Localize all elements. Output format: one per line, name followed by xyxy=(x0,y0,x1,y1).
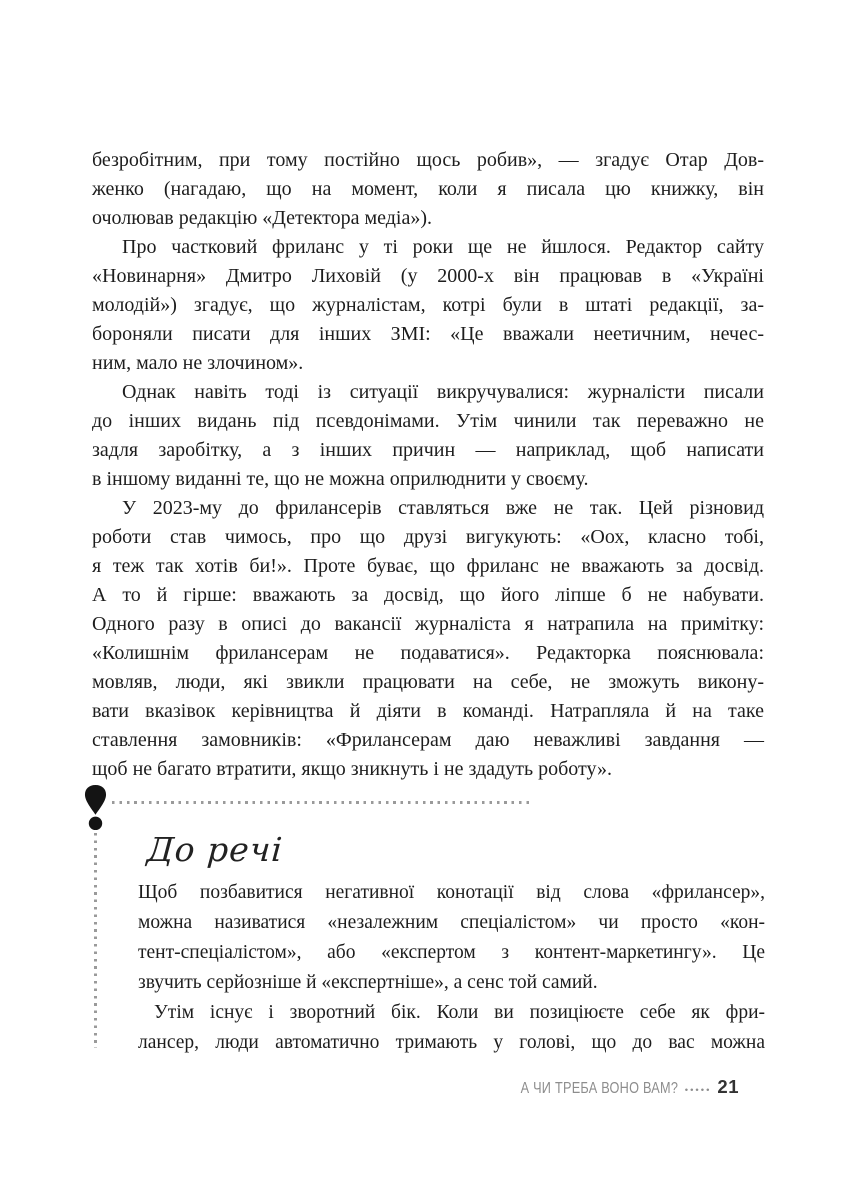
body-text-line: «Новинарня» Дмитро Лиховій (у 2000-х він працював в «Україні xyxy=(92,265,764,287)
body-text-line: женко (нагадаю, що на момент, коли я писала цю книжку, він xyxy=(92,178,764,200)
aside-heading: До речі xyxy=(145,830,285,869)
body-text-line: очолював редакцію «Детектора медіа»). xyxy=(92,207,433,229)
body-text-line: мовляв, люди, які звикли працювати на себе, не зможуть викону- xyxy=(92,671,764,693)
body-text-line: «Колишнім фрилансерам не подаватися». Редакторка пояснювала: xyxy=(92,642,764,664)
footer-section-title: А ЧИ ТРЕБА ВОНО ВАМ? xyxy=(520,1080,678,1097)
body-text-line: бороняли писати для інших ЗМІ: «Це вважали неетичним, нечес- xyxy=(92,323,764,345)
body-text-line: Одного разу в описі до вакансії журналіста я натрапила на примітку: xyxy=(92,613,764,635)
body-text-line: безробітним, при тому постійно щось робив», — згадує Отар Дов- xyxy=(92,149,764,171)
body-text-line: Однак навіть тоді із ситуації викручувалися: журналісти писали xyxy=(122,381,764,403)
dotted-rule-vertical xyxy=(94,833,97,1048)
page-footer xyxy=(486,1076,739,1098)
aside-text xyxy=(138,878,765,1058)
footer-page-number: 21 xyxy=(717,1076,739,1097)
aside-text-line: звучить серйозніше й «експертніше», а сенс той самий. xyxy=(138,972,598,993)
body-text-line: вати вказівок керівництва й діяти в команді. Натрапляла й на таке xyxy=(92,700,764,722)
aside-text-line: Щоб позбавитися негативної конотації від слова «фрилансер», xyxy=(138,882,765,903)
body-text-line: молодій») згадує, що журналістам, котрі були в штаті редакції, за- xyxy=(92,294,764,316)
body-text-line: в іншому виданні те, що не можна оприлюднити у своєму. xyxy=(92,468,589,490)
body-text-line: до інших видань під псевдонімами. Утім чинили так переважно не xyxy=(92,410,764,432)
body-text-line: роботи став чимось, про що друзі вигукують: «Оох, класно тобі, xyxy=(92,526,764,548)
body-text-line: задля заробітку, а з інших причин — наприклад, щоб написати xyxy=(92,439,764,461)
body-text xyxy=(92,146,764,784)
body-text-line: ним, мало не злочином». xyxy=(92,352,304,374)
body-text-line: Про частковий фриланс у ті роки ще не йшлося. Редактор сайту xyxy=(122,236,764,258)
body-text-line: У 2023-му до фрилансерів ставляться вже не так. Цей різновид xyxy=(122,497,764,519)
aside-text-line: можна називатися «незалежним спеціалістом» чи просто «кон- xyxy=(138,912,765,933)
dotted-rule-horizontal xyxy=(112,801,534,804)
footer-dots-separator: ••••• xyxy=(684,1085,712,1096)
body-text-line: ставлення замовників: «Фрилансерам даю неважливі завдання — xyxy=(92,729,764,751)
body-text-line: щоб не багато втратити, якщо зникнуть і не здадуть роботу». xyxy=(92,758,612,780)
aside-text-line: тент-спеціалістом», або «експертом з контент-маркетингу». Це xyxy=(138,942,765,963)
aside-text-line: Утім існує і зворотний бік. Коли ви позиціюєте себе як фри- xyxy=(154,1002,765,1023)
exclamation-icon xyxy=(84,784,107,837)
aside-text-line: лансер, люди автоматично тримають у голові, що до вас можна xyxy=(138,1032,765,1053)
body-text-line: А то й гірше: вважають за досвід, що його ліпше б не набувати. xyxy=(92,584,764,606)
body-text-line: я теж так хотів би!». Проте буває, що фриланс не вважають за досвід. xyxy=(92,555,764,577)
